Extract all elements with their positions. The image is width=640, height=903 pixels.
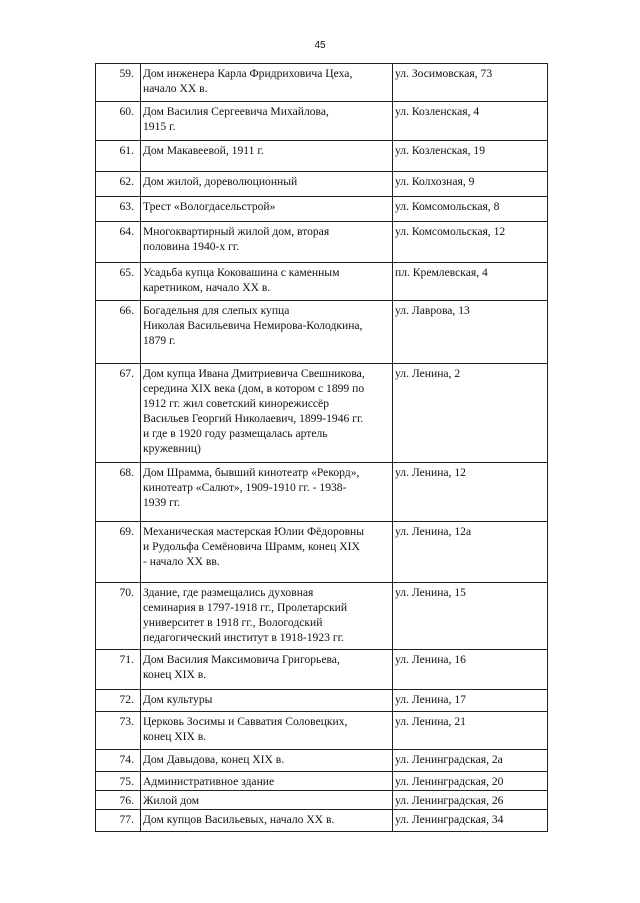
page-number: 45 (314, 40, 326, 51)
object-address: ул. Комсомольская, 12 (393, 222, 548, 263)
object-address: ул. Козленская, 19 (393, 141, 548, 172)
table-row (96, 772, 548, 791)
object-name: Дом купцов Васильевых, начало XX в. (141, 810, 393, 832)
row-number: 75. (96, 772, 141, 791)
table-row (96, 522, 548, 583)
object-name: Дом инженера Карла Фридриховича Цеха, начало XX в. (141, 64, 393, 102)
object-address: ул. Ленинградская, 34 (393, 810, 548, 832)
object-address: ул. Ленина, 21 (393, 712, 548, 750)
object-name: Многоквартирный жилой дом, вторая половина 1940-х гг. (141, 222, 393, 263)
object-address: ул. Зосимовская, 73 (393, 64, 548, 102)
row-number: 72. (96, 690, 141, 712)
row-number: 74. (96, 750, 141, 772)
object-address: ул. Комсомольская, 8 (393, 197, 548, 222)
object-address: ул. Ленинградская, 26 (393, 791, 548, 810)
object-name: Дом Шрамма, бывший кинотеатр «Рекорд», кинотеатр «Салют», 1909-1910 гг. - 1938- 1939 гг. (141, 463, 393, 522)
row-number: 73. (96, 712, 141, 750)
object-name: Богадельня для слепых купца Николая Васильевича Немирова-Колодкина, 1879 г. (141, 301, 393, 364)
object-name: Административное здание (141, 772, 393, 791)
table-row (96, 263, 548, 301)
row-number: 67. (96, 364, 141, 463)
row-number: 62. (96, 172, 141, 197)
object-name: Здание, где размещались духовная семинария в 1797-1918 гг., Пролетарский университет в 1918 гг., Вологодский педагогический институт в 1918-1923 гг. (141, 583, 393, 650)
table-row (96, 301, 548, 364)
object-address: ул. Ленина, 17 (393, 690, 548, 712)
row-number: 77. (96, 810, 141, 832)
table-row (96, 810, 548, 832)
table-row (96, 791, 548, 810)
object-address: пл. Кремлевская, 4 (393, 263, 548, 301)
table-row (96, 64, 548, 102)
row-number: 65. (96, 263, 141, 301)
table-row (96, 102, 548, 141)
object-address: ул. Лаврова, 13 (393, 301, 548, 364)
object-name: Жилой дом (141, 791, 393, 810)
object-name: Усадьба купца Коковашина с каменным каретником, начало XX в. (141, 263, 393, 301)
object-address: ул. Ленина, 15 (393, 583, 548, 650)
row-number: 76. (96, 791, 141, 810)
table-row (96, 364, 548, 463)
row-number: 71. (96, 650, 141, 690)
object-address: ул. Ленина, 16 (393, 650, 548, 690)
table-row (96, 222, 548, 263)
object-name: Дом культуры (141, 690, 393, 712)
row-number: 61. (96, 141, 141, 172)
row-number: 63. (96, 197, 141, 222)
object-address: ул. Ленина, 12а (393, 522, 548, 583)
object-name: Дом Василия Максимовича Григорьева, конец XIX в. (141, 650, 393, 690)
table-row (96, 463, 548, 522)
row-number: 66. (96, 301, 141, 364)
heritage-registry-table (95, 63, 548, 832)
object-address: ул. Козленская, 4 (393, 102, 548, 141)
object-address: ул. Ленинградская, 20 (393, 772, 548, 791)
object-address: ул. Ленинградская, 2а (393, 750, 548, 772)
object-name: Дом Макавеевой, 1911 г. (141, 141, 393, 172)
object-address: ул. Ленина, 2 (393, 364, 548, 463)
row-number: 69. (96, 522, 141, 583)
object-name: Дом купца Ивана Дмитриевича Свешникова, середина XIX века (дом, в котором с 1899 по 1912 гг. жил советский кинорежиссёр Васильев Георгий Николаевич, 1899-1946 гг. и где в 1920 году размещалась артель кружевниц) (141, 364, 393, 463)
table-row (96, 197, 548, 222)
table-row (96, 690, 548, 712)
row-number: 60. (96, 102, 141, 141)
table-row (96, 750, 548, 772)
row-number: 70. (96, 583, 141, 650)
row-number: 59. (96, 64, 141, 102)
object-name: Церковь Зосимы и Савватия Соловецких, конец XIX в. (141, 712, 393, 750)
row-number: 64. (96, 222, 141, 263)
table-row (96, 141, 548, 172)
object-name: Трест «Вологдасельстрой» (141, 197, 393, 222)
table-row (96, 712, 548, 750)
object-name: Дом жилой, дореволюционный (141, 172, 393, 197)
table-row (96, 650, 548, 690)
table-row (96, 583, 548, 650)
object-name: Дом Давыдова, конец XIX в. (141, 750, 393, 772)
object-name: Дом Василия Сергеевича Михайлова, 1915 г. (141, 102, 393, 141)
object-address: ул. Ленина, 12 (393, 463, 548, 522)
object-name: Механическая мастерская Юлии Фёдоровны и Рудольфа Семёновича Шрамм, конец XIX - начало XX вв. (141, 522, 393, 583)
row-number: 68. (96, 463, 141, 522)
table-row (96, 172, 548, 197)
object-address: ул. Колхозная, 9 (393, 172, 548, 197)
